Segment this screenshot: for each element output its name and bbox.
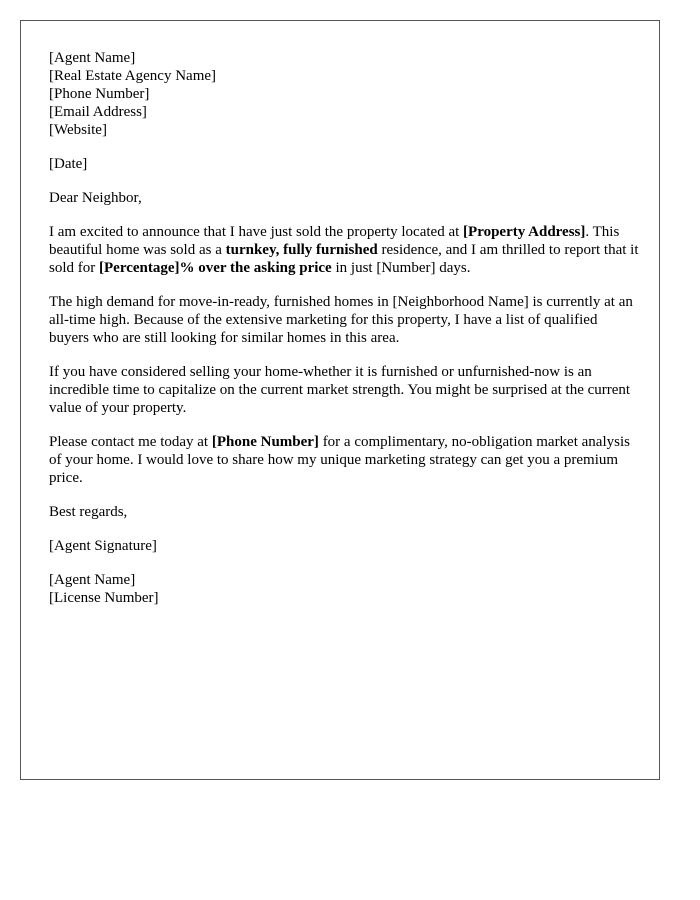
sender-agent-name: [Agent Name] — [49, 50, 136, 66]
footer-license-number: [License Number] — [49, 590, 159, 606]
sender-website: [Website] — [49, 122, 107, 138]
paragraph-announcement — [49, 223, 639, 277]
sender-email: [Email Address] — [49, 104, 147, 120]
salutation: Dear Neighbor, — [49, 190, 142, 206]
paragraph-announcement-text-2: . This beautiful home was sold as a — [49, 224, 620, 258]
paragraph-contact-text-2: for a complimentary, no-obligation market analysis of your home. I would love to share how my unique marketing strategy can get you a premium price. — [49, 434, 630, 486]
paragraph-announcement-text-3: residence, and I am thrilled to report that it sold for — [49, 242, 639, 276]
property-address: [Property Address] — [463, 224, 586, 240]
footer-block — [49, 571, 639, 607]
sender-block — [49, 49, 639, 139]
paragraph-contact — [49, 433, 639, 487]
paragraph-demand: The high demand for move-in-ready, furnished homes in [Neighborhood Name] is currently at an all-time high. Because of the extensive marketing for this property, I have a list of qualified buyers who are still looking for similar homes in this area. — [49, 294, 633, 346]
sender-agency-name: [Real Estate Agency Name] — [49, 68, 217, 84]
percentage-highlight: [Percentage]% over the asking price — [99, 260, 332, 276]
letter-body — [49, 49, 639, 623]
turnkey-highlight: turnkey, fully furnished — [225, 242, 378, 258]
paragraph-contact-text-1: Please contact me today at — [49, 434, 212, 450]
paragraph-announcement-text-1: I am excited to announce that I have just sold the property located at — [49, 224, 464, 240]
agent-signature: [Agent Signature] — [49, 538, 157, 554]
closing: Best regards, — [49, 504, 128, 520]
letter-frame — [20, 20, 660, 780]
footer-agent-name: [Agent Name] — [49, 572, 136, 588]
paragraph-announcement-text-4: in just [Number] days. — [331, 260, 471, 276]
letter-date: [Date] — [49, 156, 88, 172]
sender-phone: [Phone Number] — [49, 86, 150, 102]
paragraph-selling: If you have considered selling your home-whether it is furnished or unfurnished-now is an incredible time to capitalize on the current market strength. You might be surprised at the current value of your property. — [49, 364, 631, 416]
contact-phone: [Phone Number] — [211, 434, 319, 450]
